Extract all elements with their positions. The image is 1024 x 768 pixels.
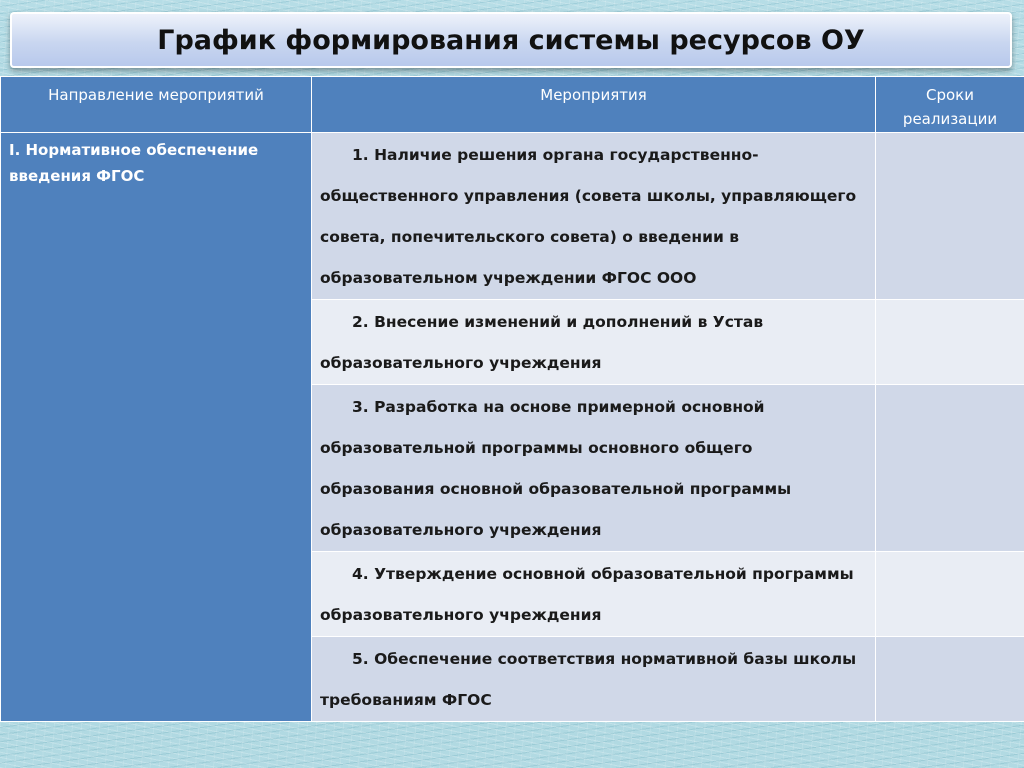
slide-title: График формирования системы ресурсов ОУ (157, 24, 865, 56)
activity-cell: 2. Внесение изменений и дополнений в Устав образовательного учреждения (312, 300, 876, 385)
term-cell (876, 385, 1024, 552)
term-cell (876, 133, 1024, 300)
header-activities: Мероприятия (312, 77, 876, 133)
schedule-table (0, 76, 1024, 722)
activity-cell: 3. Разработка на основе примерной основной образовательной программы основного общего образования основной образовательной программы образовательного учреждения (312, 385, 876, 552)
term-cell (876, 637, 1024, 722)
activity-cell: 5. Обеспечение соответствия нормативной базы школы требованиям ФГОС (312, 637, 876, 722)
term-cell (876, 300, 1024, 385)
table-row (1, 133, 1024, 300)
header-terms: Сроки реализации (876, 77, 1024, 133)
activity-cell: 4. Утверждение основной образовательной программы образовательного учреждения (312, 552, 876, 637)
table-header-row (1, 77, 1024, 133)
header-direction: Направление мероприятий (1, 77, 312, 133)
direction-cell: I. Нормативное обеспечение введения ФГОС (1, 133, 312, 722)
term-cell (876, 552, 1024, 637)
slide-title-bar (10, 12, 1012, 68)
activity-cell: 1. Наличие решения органа государственно-общественного управления (совета школы, управляющего совета, попечительского совета) о введении в образовательном учреждении ФГОС ООО (312, 133, 876, 300)
